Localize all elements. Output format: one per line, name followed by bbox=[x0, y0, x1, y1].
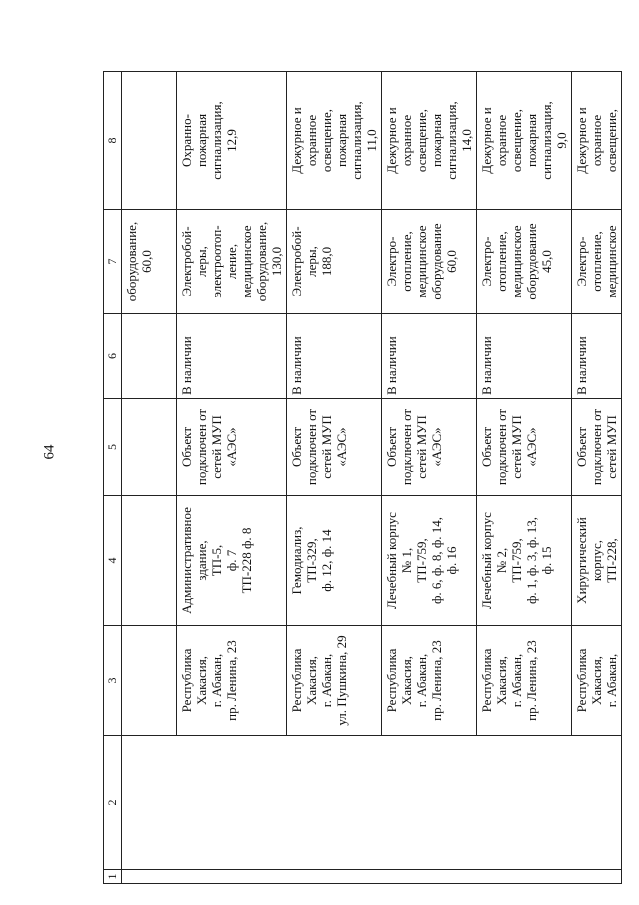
load-cell: Электро- отопление, медицинское оборудование 60,0 bbox=[382, 210, 477, 314]
address-cell: Республика Хакасия, г. Абакан, bbox=[572, 626, 622, 736]
col-header-6: 6 bbox=[104, 314, 122, 399]
rotated-table-container bbox=[103, 72, 619, 884]
availability-cell: В наличии bbox=[177, 314, 287, 399]
col-header-8: 8 bbox=[104, 72, 122, 210]
col1-cell bbox=[122, 870, 622, 884]
load-cell: Электро- отопление, медицинское bbox=[572, 210, 622, 314]
object-cell: Лечебный корпус № 2, ТП-759, ф. 1, ф. 3, ф. 13, ф. 15 bbox=[477, 496, 572, 626]
col2-cell bbox=[122, 736, 622, 870]
connection-cell: Объект подключен от сетей МУП bbox=[572, 399, 622, 496]
emergency-load-cell: Дежурное и охранное освещение, bbox=[572, 72, 622, 210]
col-header-5: 5 bbox=[104, 399, 122, 496]
connection-cell bbox=[122, 399, 177, 496]
emergency-load-cell: Дежурное и охранное освещение, пожарная сигнализация, 11,0 bbox=[287, 72, 382, 210]
connection-cell: Объект подключен от сетей МУП «АЭС» bbox=[287, 399, 382, 496]
availability-cell bbox=[122, 314, 177, 399]
connection-cell: Объект подключен от сетей МУП «АЭС» bbox=[477, 399, 572, 496]
col-header-3: 3 bbox=[104, 626, 122, 736]
connection-cell: Объект подключен от сетей МУП «АЭС» bbox=[382, 399, 477, 496]
col-header-4: 4 bbox=[104, 496, 122, 626]
emergency-load-cell: Дежурное и охранное освещение, пожарная сигнализация, 9,0 bbox=[477, 72, 572, 210]
availability-cell: В наличии bbox=[287, 314, 382, 399]
emergency-load-cell: Дежурное и охранное освещение, пожарная сигнализация, 14,0 bbox=[382, 72, 477, 210]
electricity-supply-table bbox=[103, 71, 622, 884]
load-cell: Электробой- леры, 188,0 bbox=[287, 210, 382, 314]
availability-cell: В наличии bbox=[572, 314, 622, 399]
col-header-1: 1 bbox=[104, 870, 122, 884]
object-cell: Лечебный корпус № 1, ТП-759, ф. 6, ф. 8, ф. 14, ф. 16 bbox=[382, 496, 477, 626]
table-row bbox=[122, 72, 177, 884]
page-number: 64 bbox=[41, 444, 58, 460]
load-cell: Электробой- леры, электроотоп- ление, медицинское оборудование, 130,0 bbox=[177, 210, 287, 314]
object-cell bbox=[122, 496, 177, 626]
emergency-load-cell: Охранно- пожарная сигнализация, 12,9 bbox=[177, 72, 287, 210]
col-header-2: 2 bbox=[104, 736, 122, 870]
object-cell: Гемодиализ, ТП-329, ф. 12, ф. 14 bbox=[287, 496, 382, 626]
load-cell: оборудование, 60,0 bbox=[122, 210, 177, 314]
object-cell: Хирургический корпус, ТП-228, bbox=[572, 496, 622, 626]
availability-cell: В наличии bbox=[477, 314, 572, 399]
address-cell: Республика Хакасия, г. Абакан, пр. Ленина, 23 bbox=[382, 626, 477, 736]
address-cell: Республика Хакасия, г. Абакан, пр. Ленина, 23 bbox=[477, 626, 572, 736]
emergency-load-cell bbox=[122, 72, 177, 210]
address-cell: Республика Хакасия, г. Абакан, пр. Ленина, 23 bbox=[177, 626, 287, 736]
object-cell: Административное здание, ТП-5, ф. 7 ТП-228 ф. 8 bbox=[177, 496, 287, 626]
connection-cell: Объект подключен от сетей МУП «АЭС» bbox=[177, 399, 287, 496]
address-cell: Республика Хакасия, г. Абакан, ул. Пушкина, 29 bbox=[287, 626, 382, 736]
col-header-7: 7 bbox=[104, 210, 122, 314]
column-number-row bbox=[104, 72, 122, 884]
availability-cell: В наличии bbox=[382, 314, 477, 399]
load-cell: Электро- отопление, медицинское оборудование 45,0 bbox=[477, 210, 572, 314]
address-cell bbox=[122, 626, 177, 736]
